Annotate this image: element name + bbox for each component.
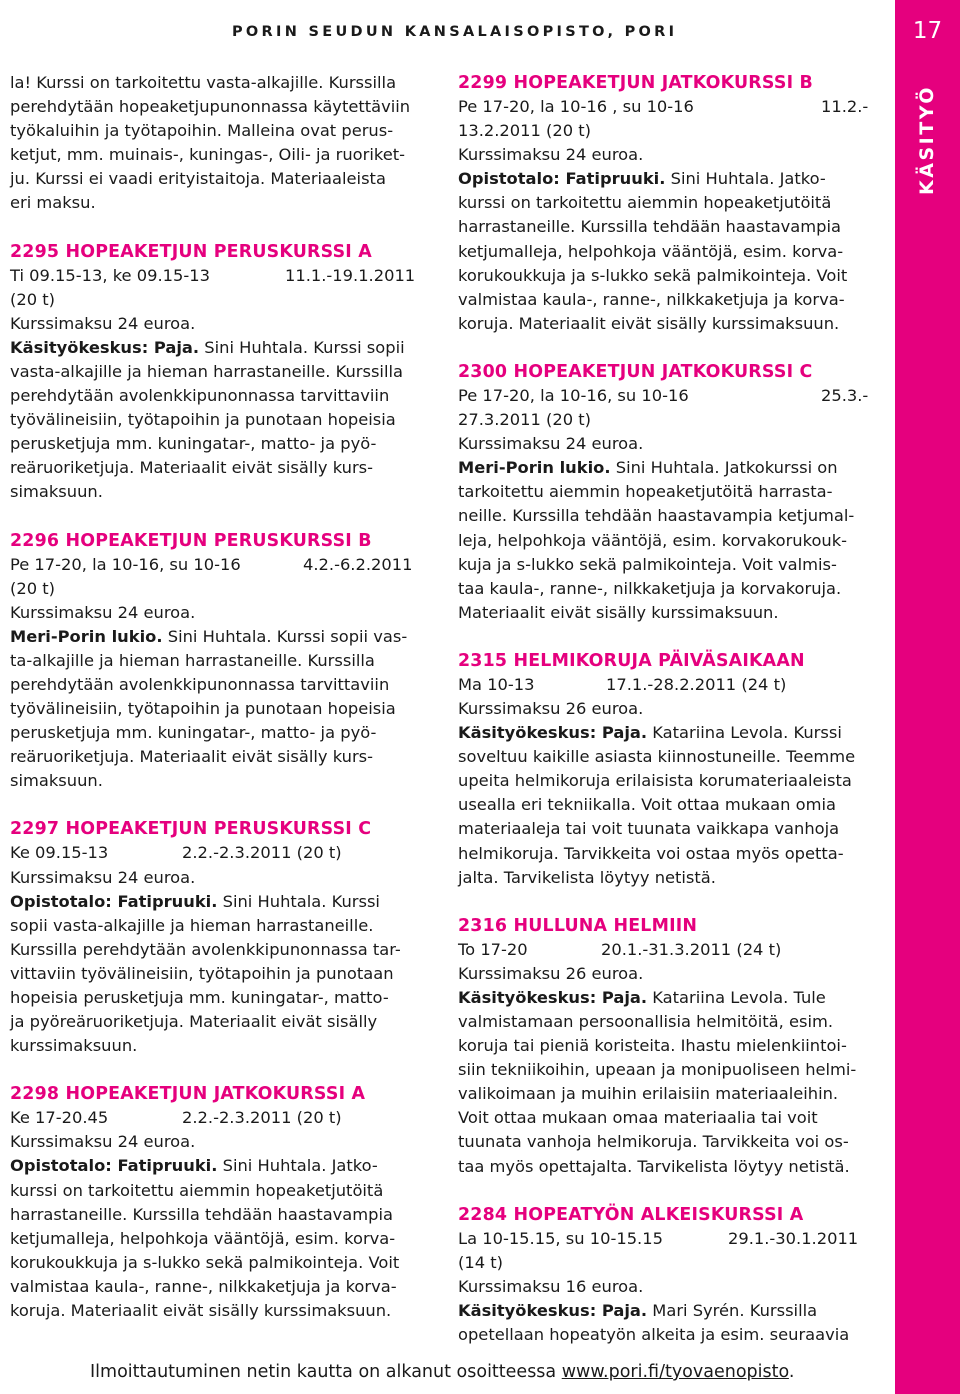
course-fee: Kurssimaksu 24 euroa. [10,867,196,887]
text-line: tuunata vanhoja helmikoruja. Tarvikkeita voi os- [458,1132,849,1152]
text-line: työvälineisiin, työtapoihin ja punotaan hopeisia [10,699,396,719]
text-line: usealla eri tekniikalla. Voit ottaa mukaan omia [458,795,836,815]
text-line: upeita helmikoruja erilaisista korumateriaaleista [458,771,852,791]
text-line: perehdytään avolenkkipunonnassa tarvittaviin [10,674,390,694]
course-fee: Kurssimaksu 26 euroa. [458,963,644,983]
footer-text: Ilmoittautuminen netin kautta on alkanut osoitteessa [90,1362,562,1382]
text-line: ketjut, mm. muinais-, kuningas-, Oili- ja ruoriket- [10,145,405,165]
text-line: Sini Huhtala. Jatkokurssi on [615,458,838,478]
text-line: taa kaula-, ranne-, nilkkaketjuja ja korvakoruja. [458,578,842,598]
text-line: harrastaneille. Kurssilla tehdään haastavampia [458,217,841,237]
course-time: Pe 17-20, la 10-16 , su 10-16 [458,97,694,116]
text-line: Sini Huhtala. Kurssi sopii vas- [167,626,408,646]
course-fee: Kurssimaksu 24 euroa. [10,1132,196,1152]
text-line: Katariina Levola. Kurssi [652,723,842,743]
text-line: jalta. Tarvikelista löytyy netistä. [458,867,716,887]
text-line: Voit ottaa mukaan omaa materiaalia tai voit [458,1108,818,1128]
text-line: kurssi on tarkoitettu aiemmin hopeaketjutöitä [458,193,832,213]
course-time: Ke 17-20.45 [10,1108,109,1128]
text-line: Sini Huhtala. Kurssi sopii [204,337,405,357]
course-title: 2300 HOPEAKETJUN JATKOKURSSI C [458,361,813,382]
course-hours: (20 t) [10,578,55,598]
course-place: Meri-Porin lukio. [10,626,163,646]
text-line: Sini Huhtala. Kurssi [222,891,380,911]
text-line: ju. Kurssi ei vaadi erityistaitoja. Materiaaleista [10,169,386,189]
course-time: La 10-15.15, su 10-15.15 [458,1228,663,1248]
text-line: valmistaa kaula-, ranne-, nilkkaketjuja ja korva- [10,1276,397,1296]
text-line: valmistamaan persoonallisia helmitöitä, esim. [458,1012,834,1031]
course-title: 2284 HOPEATYÖN ALKEISKURSSI A [458,1204,804,1225]
course-time: Pe 17-20, la 10-16, su 10-16 [458,385,689,405]
course-dates: 20.1.-31.3.2011 (24 t) [601,939,782,959]
text-line: perehdytään avolenkkipunonnassa tarvittaviin [10,386,390,406]
course-place: Käsityökeskus: Paja. [458,1300,648,1320]
text-line: opetellaan hopeatyön alkeita ja esim. seuraavia [458,1325,850,1345]
course-time: Ke 09.15-13 [10,843,109,863]
course-dates: 17.1.-28.2.2011 (24 t) [606,674,787,694]
course-hours: (14 t) [458,1252,503,1272]
course-2296 [10,529,434,794]
text-line: korukoukkuja ja s-lukko sekä palmikointeja. Voit [10,1252,400,1272]
text-line: taa myös opettajalta. Tarvikelista löytyy netistä. [458,1156,850,1176]
text-line: koruja tai pieniä koristeita. Ihastu mielenkiintoi- [458,1036,847,1056]
course-time: Pe 17-20, la 10-16, su 10-16 [10,554,241,574]
course-hours: (20 t) [10,289,55,309]
course-title: 2297 HOPEAKETJUN PERUSKURSSI C [10,819,372,840]
page-header: PORIN SEUDUN KANSALAISOPISTO, PORI [232,24,678,40]
course-place: Käsityökeskus: Paja. [458,987,648,1007]
course-place: Opistotalo: Fatipruuki. [458,169,666,189]
text-line: tarkoitettu aiemmin hopeaketjutöitä harrasta- [458,482,833,502]
text-line: simaksuun. [10,771,103,791]
text-line: kurssimaksuun. [10,1036,138,1056]
footer-end: . [788,1362,795,1382]
text-line: siin tekniikoihin, upeaan ja monipuoliseen helmi- [458,1060,857,1080]
course-time: To 17-20 [458,939,528,959]
text-line: hopeisia perusketjuja mm. kuningatar-, matto- [10,988,389,1007]
course-dates: 2.2.-2.3.2011 (20 t) [182,843,342,863]
text-line: vasta-alkajille ja hieman harrastaneille. Kurssilla [10,361,403,381]
text-line: Kurssilla perehdytään avolenkkipunonnassa tar- [10,939,401,959]
intro-text [10,71,434,216]
course-2298 [10,1082,434,1323]
course-fee: Kurssimaksu 24 euroa. [458,145,644,165]
text-line: simaksuun. [10,482,103,502]
course-dates: 4.2.-6.2.2011 [303,554,413,574]
course-fee: Kurssimaksu 24 euroa. [10,313,196,333]
course-title: 2298 HOPEAKETJUN JATKOKURSSI A [10,1084,366,1105]
left-column [10,71,434,1323]
course-2315 [458,649,882,890]
text-line: reäruoriketjuja. Materiaalit eivät sisälly kurs- [10,747,373,767]
text-line: reäruoriketjuja. Materiaalit eivät sisälly kurs- [10,458,373,478]
text-line: neille. Kurssilla tehdään haastavampia ketjumal- [458,506,855,526]
course-title: 2315 HELMIKORUJA PÄIVÄSAIKAAN [458,650,805,671]
course-fee: Kurssimaksu 24 euroa. [458,434,644,454]
text-line: leja, helpohkoja vääntöjä, esim. korvakorukouk- [458,530,848,550]
text-line: Mari Syrén. Kurssilla [652,1300,818,1320]
course-fee: Kurssimaksu 26 euroa. [458,698,644,718]
course-dates-cont: 27.3.2011 (20 t) [458,410,592,430]
text-line: la! Kurssi on tarkoitettu vasta-alkajille. Kurssilla [10,73,397,92]
course-place: Opistotalo: Fatipruuki. [10,1156,218,1176]
course-place: Opistotalo: Fatipruuki. [10,891,218,911]
course-dates-cont: 13.2.2011 (20 t) [458,121,592,141]
section-label: KÄSITYÖ [916,85,938,195]
course-title: 2295 HOPEAKETJUN PERUSKURSSI A [10,241,372,262]
course-dates: 25.3.- [821,385,869,405]
course-dates: 11.1.-19.1.2011 [285,265,416,285]
text-line: Sini Huhtala. Jatko- [670,169,826,189]
course-2300 [458,360,882,625]
course-place: Käsityökeskus: Paja. [10,337,200,357]
text-line: ta-alkajille ja hieman harrastaneille. Kurssilla [10,650,375,670]
course-2316 [458,914,882,1179]
course-2297 [10,817,434,1058]
text-line: Materiaalit eivät sisälly kurssimaksuun. [458,602,779,622]
course-2284 [458,1203,882,1347]
text-line: eri maksu. [10,193,96,213]
text-line: koruja. Materiaalit eivät sisälly kurssimaksuun. [458,313,840,333]
text-line: perusketjuja mm. kuningatar-, matto- ja pyö- [10,434,377,454]
text-line: korukoukkuja ja s-lukko sekä palmikointeja. Voit [458,265,848,285]
text-line: valmistaa kaula-, ranne-, nilkkaketjuja ja korva- [458,289,845,309]
text-line: Sini Huhtala. Jatko- [222,1156,378,1176]
course-place: Käsityökeskus: Paja. [458,723,648,743]
text-line: Katariina Levola. Tule [652,987,826,1007]
course-title: 2299 HOPEAKETJUN JATKOKURSSI B [458,73,813,93]
right-column [458,71,882,1347]
course-2299 [458,71,882,336]
text-line: kuja ja s-lukko sekä palmikointeja. Voit valmis- [458,554,837,574]
text-line: kurssi on tarkoitettu aiemmin hopeaketjutöitä [10,1180,384,1200]
course-title: 2316 HULLUNA HELMIIN [458,915,698,936]
page-number: 17 [912,18,943,44]
text-line: sopii vasta-alkajille ja hieman harrastaneille. [10,915,374,935]
text-line: materiaaleja tai voit tuunata vaikkapa vanhoja [458,819,840,839]
course-time: Ma 10-13 [458,674,535,694]
course-place: Meri-Porin lukio. [458,458,611,478]
text-line: helmikoruja. Tarvikkeita voi ostaa myös opetta- [458,843,844,863]
course-time: Ti 09.15-13, ke 09.15-13 [10,265,210,285]
text-line: työvälineisiin, työtapoihin ja punotaan hopeisia [10,410,396,430]
text-line: perehdytään hopeaketjupunonnassa käytettäviin [10,97,411,117]
course-2295 [10,240,434,505]
text-line: työkaluihin ja työtapoihin. Malleina ovat perus- [10,121,394,141]
section-sidebar [895,0,960,1394]
text-line: vittaviin työvälineisiin, työtapoihin ja punotaan [10,963,394,983]
course-fee: Kurssimaksu 16 euroa. [458,1276,644,1296]
course-dates: 2.2.-2.3.2011 (20 t) [182,1108,342,1128]
website-link[interactable]: www.pori.fi/tyovaenopisto [561,1362,789,1382]
course-fee: Kurssimaksu 24 euroa. [10,602,196,622]
text-line: koruja. Materiaalit eivät sisälly kurssimaksuun. [10,1301,392,1321]
text-line: soveltuu kaikille asiasta kiinnostuneille. Teemme [458,747,856,767]
course-dates: 29.1.-30.1.2011 [728,1228,859,1248]
course-dates: 11.2.- [821,97,869,116]
registration-footer [90,1362,794,1382]
text-line: ja pyöreäruoriketjuja. Materiaalit eivät sisälly [10,1012,378,1032]
text-line: perusketjuja mm. kuningatar-, matto- ja pyö- [10,723,377,743]
text-line: ketjumalleja, helpohkoja vääntöjä, esim. korva- [10,1228,396,1248]
text-line: ketjumalleja, helpohkoja vääntöjä, esim. korva- [458,241,844,261]
course-title: 2296 HOPEAKETJUN PERUSKURSSI B [10,530,372,551]
text-line: harrastaneille. Kurssilla tehdään haastavampia [10,1204,393,1224]
text-line: valikoimaan ja muihin erilaisiin materiaaleihin. [458,1084,839,1104]
